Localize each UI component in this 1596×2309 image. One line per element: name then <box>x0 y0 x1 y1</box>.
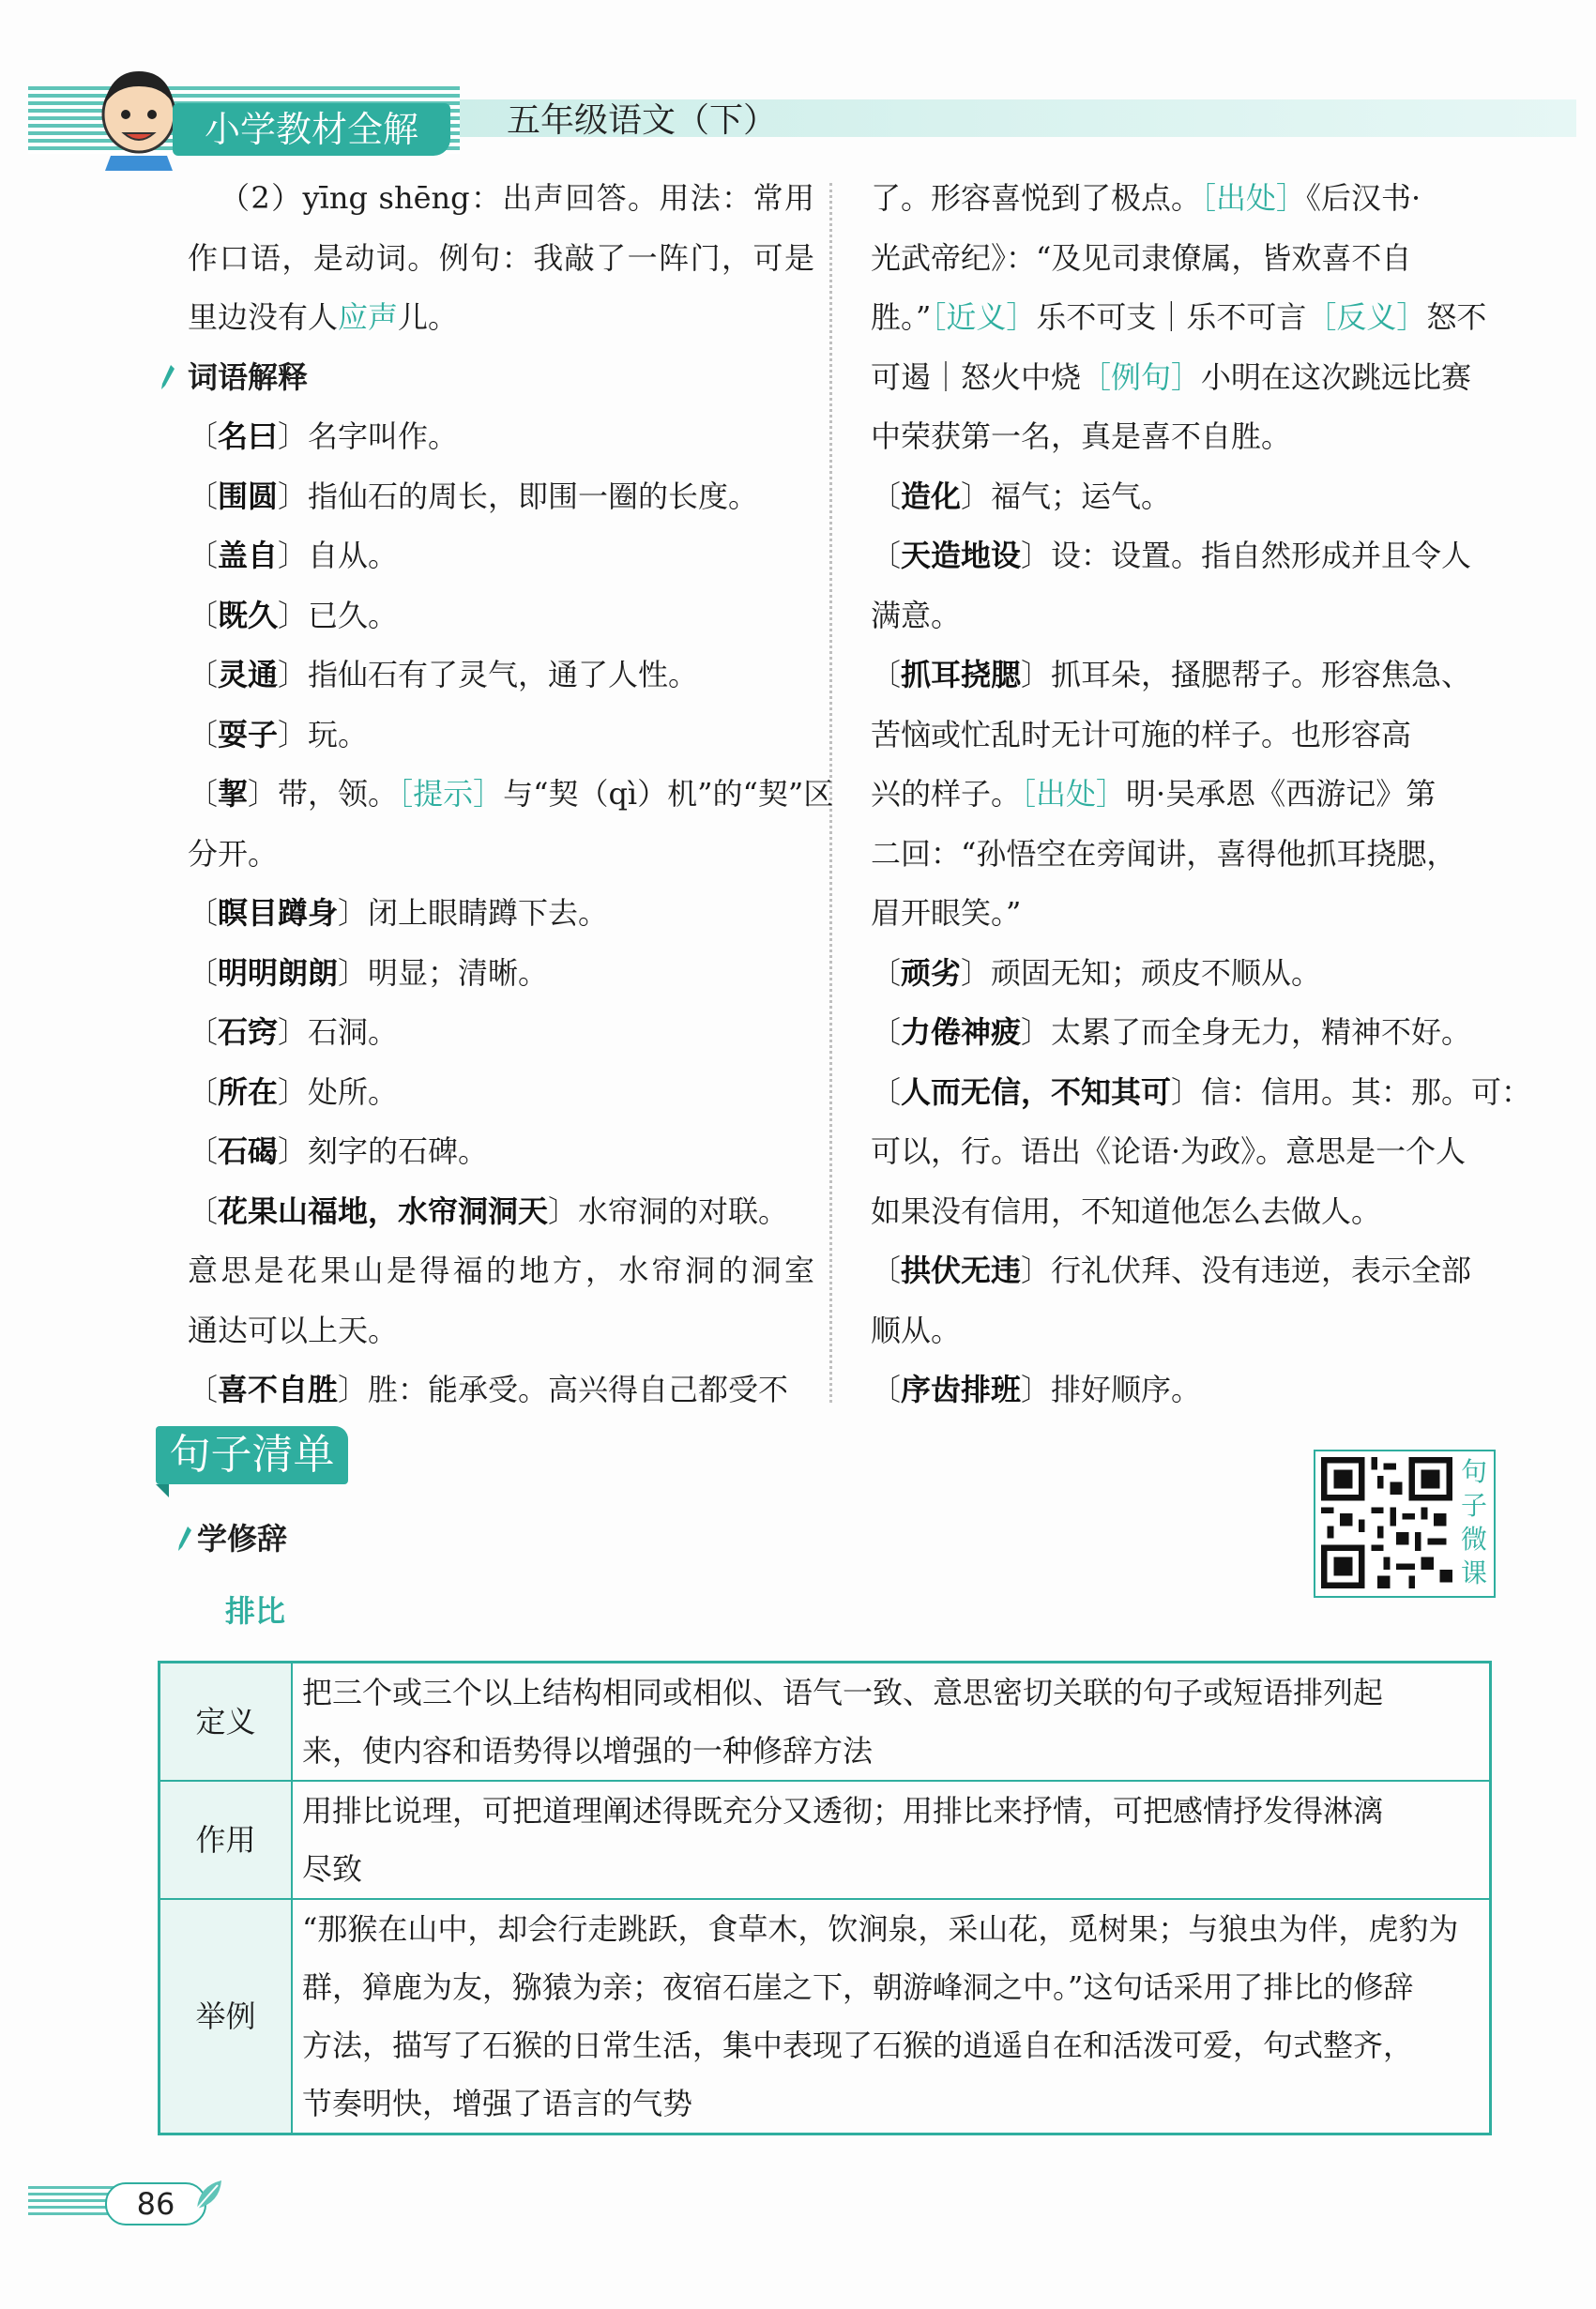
qr-code-icon[interactable] <box>1321 1457 1452 1588</box>
glossary-entry: 〔名曰〕名字叫作。 <box>188 418 459 454</box>
definition: 与“契（qì）机”的“契”区 <box>503 776 834 812</box>
glossary-entry: 〔喜不自胜〕胜：能承受。高兴得自己都受不 <box>188 1372 789 1407</box>
term: 造化 <box>901 478 962 514</box>
term: 灵通 <box>218 657 279 692</box>
highlight-word: 应声 <box>338 299 399 335</box>
rhetoric-table <box>158 1661 1492 2135</box>
text-line: 把三个或三个以上结构相同或相似、语气一致、意思密切关联的句子或短语排列起 <box>302 1675 1384 1710</box>
text-line: 二回：“孙悟空在旁闻讲，喜得他抓耳挠腮， <box>871 835 1457 872</box>
text-line: “那猴在山中，却会行走跳跃，食草木，饮涧泉，采山花，觅树果；与狼虫为伴，虎豹为 <box>302 1911 1459 1947</box>
text-span: 乐不可支｜乐不可言 <box>1036 299 1307 335</box>
text-line: 可以，行。语出《论语·为政》。意思是一个人 <box>871 1133 1467 1169</box>
definition: 指仙石有了灵气，通了人性。 <box>308 657 699 692</box>
table-row <box>160 1899 1491 2134</box>
text-span: 《后汉书· <box>1306 180 1421 216</box>
definition: 胜：能承受。高兴得自己都受不 <box>368 1372 789 1407</box>
text-line <box>871 288 1496 348</box>
definition: 排好顺序。 <box>1051 1372 1202 1407</box>
definition: 福气；运气。 <box>991 478 1172 514</box>
term: 拱伏无违 <box>901 1253 1022 1288</box>
subsection-heading <box>178 1515 287 1562</box>
definition: 设：设置。指自然形成并且令人 <box>1051 538 1472 573</box>
glossary-entry: 〔所在〕处所。 <box>188 1073 399 1110</box>
section-heading <box>188 348 814 408</box>
definition: 带，领。 <box>278 776 399 812</box>
text-line: 意思是花果山是得福的地方，水帘洞的洞室 <box>188 1253 814 1288</box>
row-key: 举例 <box>160 1899 293 2134</box>
topic-heading: 排比 <box>225 1593 286 1629</box>
sentence-list-title: 句子清单 <box>156 1426 348 1484</box>
pen-icon <box>161 365 175 389</box>
definition: 抓耳朵，搔腮帮子。形容焦急、 <box>1051 657 1472 692</box>
term: 石窍 <box>218 1014 279 1050</box>
glossary-entry: 〔盖自〕自从。 <box>188 538 399 573</box>
text-span: 可遏｜怒火中烧 <box>871 358 1082 395</box>
text-span: 胜。” <box>871 299 932 335</box>
term: 天造地设 <box>901 538 1022 573</box>
text-span: 怒不 <box>1426 299 1487 335</box>
definition: 已久。 <box>308 597 399 633</box>
text-line: 尽致 <box>302 1851 363 1887</box>
term: 既久 <box>218 597 279 633</box>
definition: 玩。 <box>308 716 369 752</box>
text-line <box>188 288 814 348</box>
text-span: 明·吴承恩《西游记》第 <box>1126 776 1436 812</box>
text-line: 用排比说理，可把道理阐述得既充分又透彻；用排比来抒情，可把感情抒发得淋漓 <box>302 1793 1384 1829</box>
glossary-entry: 〔抓耳挠腮〕抓耳朵，搔腮帮子。形容焦急、 <box>871 657 1472 692</box>
text-line <box>871 348 1496 408</box>
term: 人而无信，不知其可 <box>901 1073 1172 1110</box>
term: 所在 <box>218 1073 279 1110</box>
glossary-entry: 〔序齿排班〕排好顺序。 <box>871 1372 1202 1407</box>
row-value <box>292 1663 1491 1782</box>
text-line <box>871 169 1496 229</box>
term: 抓耳挠腮 <box>901 657 1022 692</box>
example-tag: ［例句］ <box>1081 358 1202 395</box>
glossary-entry: 〔耍子〕玩。 <box>188 716 369 752</box>
definition: 刻字的石碑。 <box>308 1133 489 1169</box>
source-tag: ［出处］ <box>1021 776 1127 812</box>
glossary-entry: 〔花果山福地，水帘洞洞天〕水帘洞的对联。 <box>188 1192 789 1229</box>
definition: 信：信用。其：那。可： <box>1201 1073 1532 1110</box>
text-line <box>871 765 1496 825</box>
text-line: 中荣获第一名，真是喜不自胜。 <box>871 418 1292 454</box>
text-line: 作口语，是动词。例句：我敲了一阵门，可是 <box>188 239 814 276</box>
glossary-entry: 〔人而无信，不知其可〕信：信用。其：那。可： <box>871 1073 1532 1110</box>
text-span: 兴的样子。 <box>871 776 1022 812</box>
qr-panel[interactable] <box>1314 1450 1496 1598</box>
row-key: 作用 <box>160 1781 293 1899</box>
row-key: 定义 <box>160 1663 293 1782</box>
definition: 行礼伏拜、没有违逆，表示全部 <box>1051 1253 1472 1288</box>
glossary-entry: 〔明明朗朗〕明显；清晰。 <box>188 954 549 991</box>
text-line: 节奏明快，增强了语言的气势 <box>302 2086 693 2121</box>
text-span: 里边没有人 <box>188 299 339 335</box>
pen-icon <box>178 1527 191 1551</box>
term: 力倦神疲 <box>901 1014 1022 1050</box>
definition: 处所。 <box>308 1073 399 1110</box>
qr-label-char: 子 <box>1460 1490 1487 1521</box>
antonym-tag: ［反义］ <box>1306 299 1427 335</box>
text-line: 分开。 <box>188 835 279 872</box>
term: 石碣 <box>218 1133 279 1169</box>
glossary-entry: 〔拱伏无违〕行礼伏拜、没有违逆，表示全部 <box>871 1253 1472 1288</box>
text-line: 方法，描写了石猴的日常生活，集中表现了石猴的逍遥自在和活泼可爱，句式整齐， <box>302 2028 1414 2063</box>
qr-label-char: 句 <box>1460 1456 1487 1487</box>
term: 瞑目蹲身 <box>218 895 339 931</box>
glossary-entry: 〔石窍〕石洞。 <box>188 1014 399 1050</box>
term: 花果山福地，水帘洞洞天 <box>218 1192 549 1229</box>
glossary-entry: 〔石碣〕刻字的石碑。 <box>188 1133 489 1169</box>
table-row <box>160 1781 1491 1899</box>
text-line: 通达可以上天。 <box>188 1312 399 1348</box>
text-line: 苦恼或忙乱时无计可施的样子。也形容高 <box>871 716 1412 752</box>
qr-label-char: 微 <box>1460 1524 1487 1555</box>
glossary-entry: 〔造化〕福气；运气。 <box>871 478 1172 514</box>
glossary-entry: 〔挈〕带，领。［提示］与“契（qì）机”的“契”区 <box>188 776 834 812</box>
text-line: 如果没有信用，不知道他怎么去做人。 <box>871 1192 1382 1229</box>
leaf-icon <box>193 2177 225 2212</box>
term: 序齿排班 <box>901 1372 1022 1407</box>
grade-subject: 五年级语文（下） <box>507 101 778 140</box>
text-span: 了。形容喜悦到了极点。 <box>871 180 1202 216</box>
text-line: 光武帝纪》：“及见司隶僚属，皆欢喜不自 <box>871 239 1412 276</box>
left-column <box>188 169 834 1420</box>
text-line: 群，獐鹿为友，猕猿为亲；夜宿石崖之下，朝游峰洞之中。”这句话采用了排比的修辞 <box>302 1969 1414 2005</box>
glossary-entry: 〔力倦神疲〕太累了而全身无力，精神不好。 <box>871 1014 1472 1050</box>
term: 喜不自胜 <box>218 1372 339 1407</box>
qr-label-char: 课 <box>1460 1557 1487 1588</box>
term: 名曰 <box>218 418 279 454</box>
term: 耍子 <box>218 716 279 752</box>
definition: 明显；清晰。 <box>368 954 549 991</box>
text-line: 眉开眼笑。” <box>871 895 1022 931</box>
row-value <box>292 1781 1491 1899</box>
definition: 指仙石的周长，即围一圈的长度。 <box>308 478 759 514</box>
definition: 水帘洞的对联。 <box>578 1192 789 1229</box>
glossary-entry: 〔既久〕已久。 <box>188 597 399 633</box>
right-column <box>871 169 1532 1420</box>
table-row <box>160 1663 1491 1782</box>
definition: 太累了而全身无力，精神不好。 <box>1051 1014 1472 1050</box>
text-line: 满意。 <box>871 597 962 633</box>
series-title: 小学教材全解 <box>173 103 450 156</box>
title-tab-tail <box>156 1484 169 1497</box>
text-line: 来，使内容和语势得以增强的一种修辞方法 <box>302 1733 874 1769</box>
text-line: （2）yīng shēng：出声回答。用法：常用 <box>220 180 814 216</box>
term: 盖自 <box>218 538 279 573</box>
glossary-entry: 〔瞑目蹲身〕闭上眼睛蹲下去。 <box>188 895 609 931</box>
definition: 顽固无知；顽皮不顺从。 <box>991 954 1322 991</box>
text-span: 小明在这次跳远比赛 <box>1201 358 1472 395</box>
synonym-tag: ［近义］ <box>931 299 1037 335</box>
text-line: 顺从。 <box>871 1312 962 1348</box>
section-heading-text: 词语解释 <box>188 358 309 395</box>
glossary-entry: 〔顽劣〕顽固无知；顽皮不顺从。 <box>871 954 1322 991</box>
qr-label <box>1458 1455 1490 1590</box>
glossary-entry: 〔天造地设〕设：设置。指自然形成并且令人 <box>871 538 1472 573</box>
definition: 闭上眼睛蹲下去。 <box>368 895 609 931</box>
source-tag: ［出处］ <box>1201 180 1307 216</box>
page-number: 86 <box>105 2182 206 2225</box>
term: 挈 <box>218 776 249 812</box>
definition: 石洞。 <box>308 1014 399 1050</box>
term: 明明朗朗 <box>218 954 339 991</box>
term: 围圆 <box>218 478 279 514</box>
tip-tag: ［提示］ <box>398 776 504 812</box>
text-span: 儿。 <box>398 299 459 335</box>
glossary-entry: 〔灵通〕指仙石有了灵气，通了人性。 <box>188 657 699 692</box>
definition: 自从。 <box>308 538 399 573</box>
subsection-heading-text: 学修辞 <box>197 1521 288 1557</box>
term: 顽劣 <box>901 954 962 991</box>
glossary-entry: 〔围圆〕指仙石的周长，即围一圈的长度。 <box>188 478 759 514</box>
definition: 名字叫作。 <box>308 418 459 454</box>
row-value <box>292 1899 1491 2134</box>
